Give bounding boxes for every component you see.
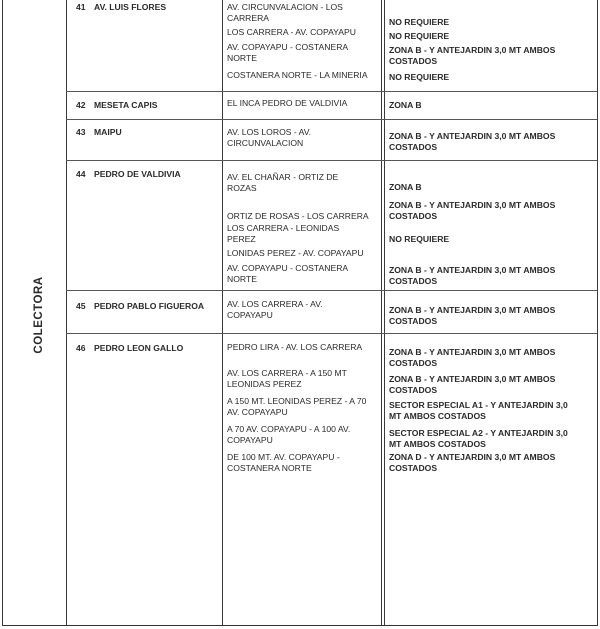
tramo-text: AV. LOS LOROS - AV. <box>227 127 312 137</box>
tramo-text: NORTE <box>227 52 257 63</box>
tramo-text: CARRERA <box>227 12 270 23</box>
row-separator <box>66 160 597 161</box>
requirement-text: ZONA B - Y ANTEJARDIN 3,0 MT AMBOS <box>389 305 556 315</box>
bottom-border <box>2 625 598 626</box>
tramo-text: PEDRO LIRA - AV. LOS CARRERA <box>227 342 363 352</box>
tramo-text: PEREZ <box>227 233 256 244</box>
tramo-text: ORTIZ DE ROSAS - LOS CARRERA <box>227 211 369 221</box>
tramo-text: EL INCA PEDRO DE VALDIVIA <box>227 98 348 108</box>
requirement-text: NO REQUIERE <box>389 17 450 27</box>
status-divider-b <box>384 0 385 626</box>
tramo-text: NORTE <box>227 273 257 284</box>
status-divider-a <box>381 0 382 626</box>
requirement-text: COSTADOS <box>389 210 438 221</box>
requirement-text: ZONA B - Y ANTEJARDIN 3,0 MT AMBOS <box>389 200 556 210</box>
requirement-text: SECTOR ESPECIAL A1 - Y ANTEJARDIN 3,0 <box>389 400 568 410</box>
tramo-text: COPAYAPU <box>227 309 273 320</box>
tramo-text: AV. LOS CARRERA - AV. <box>227 299 323 309</box>
street-name: PEDRO LEON GALLO <box>94 343 184 353</box>
requirement-text: SECTOR ESPECIAL A2 - Y ANTEJARDIN 3,0 <box>389 428 568 438</box>
requirement-text: ZONA B <box>389 100 422 110</box>
row-number: 42 <box>76 100 86 110</box>
tramo-text: A 70 AV. COPAYAPU - A 100 AV. <box>227 424 351 434</box>
requirement-text: NO REQUIERE <box>389 72 450 82</box>
requirement-text: NO REQUIERE <box>389 234 450 244</box>
tramo-text: AV. CIRCUNVALACION - LOS <box>227 2 343 12</box>
tramo-text: AV. COPAYAPU <box>227 406 288 417</box>
street-name: MESETA CAPIS <box>94 100 158 110</box>
requirement-text: ZONA D - Y ANTEJARDIN 3,0 MT AMBOS <box>389 452 556 462</box>
tramo-text: LEONIDAS PEREZ <box>227 378 302 389</box>
tramo-text: AV. COPAYAPU - COSTANERA <box>227 263 349 273</box>
tramo-text: AV. COPAYAPU - COSTANERA <box>227 42 349 52</box>
row-number: 41 <box>76 2 86 12</box>
requirement-text: COSTADOS <box>389 55 438 66</box>
requirement-text: NO REQUIERE <box>389 31 450 41</box>
requirement-text: ZONA B - Y ANTEJARDIN 3,0 MT AMBOS <box>389 374 556 384</box>
requirement-text: ZONA B - Y ANTEJARDIN 3,0 MT AMBOS <box>389 347 556 357</box>
category-label: COLECTORA <box>33 276 45 354</box>
row-number: 45 <box>76 301 86 311</box>
requirement-text: ZONA B - Y ANTEJARDIN 3,0 MT AMBOS <box>389 131 556 141</box>
row-number: 44 <box>76 169 86 179</box>
street-name: MAIPU <box>94 127 122 137</box>
tramo-divider <box>222 0 223 626</box>
requirement-text: ZONA B <box>389 182 422 192</box>
row-number: 46 <box>76 343 86 353</box>
tramo-text: LOS CARRERA - LEONIDAS <box>227 223 340 233</box>
row-separator <box>66 91 597 92</box>
street-name: PEDRO PABLO FIGUEROA <box>94 301 205 311</box>
tramo-text: LONIDAS PEREZ - AV. COPAYAPU <box>227 248 364 258</box>
tramo-text: COPAYAPU <box>227 434 273 445</box>
tramo-text: DE 100 MT. AV. COPAYAPU - <box>227 452 340 462</box>
requirement-text: MT AMBOS COSTADOS <box>389 438 486 449</box>
row-separator <box>66 119 597 120</box>
row-separator <box>66 290 597 291</box>
tramo-text: LOS CARRERA - AV. COPAYAPU <box>227 27 356 37</box>
tramo-text: ROZAS <box>227 182 257 193</box>
requirement-text: ZONA B - Y ANTEJARDIN 3,0 MT AMBOS <box>389 265 556 275</box>
tramo-text: A 150 MT. LEONIDAS PEREZ - A 70 <box>227 396 367 406</box>
requirement-text: COSTADOS <box>389 275 438 286</box>
tramo-text: AV. EL CHAÑAR - ORTIZ DE <box>227 172 339 182</box>
requirement-text: COSTADOS <box>389 315 438 326</box>
requirement-text: MT AMBOS COSTADOS <box>389 410 486 421</box>
tramo-text: COSTANERA NORTE - LA MINERIA <box>227 70 368 80</box>
tramo-text: AV. LOS CARRERA - A 150 MT <box>227 368 347 378</box>
category-column <box>2 0 66 626</box>
street-name: PEDRO DE VALDIVIA <box>94 169 181 179</box>
tramo-text: CIRCUNVALACION <box>227 137 304 148</box>
requirement-text: COSTADOS <box>389 141 438 152</box>
tramo-text: COSTANERA NORTE <box>227 462 312 473</box>
requirement-text: COSTADOS <box>389 384 438 395</box>
right-border <box>597 0 598 626</box>
street-name: AV. LUIS FLORES <box>94 2 167 12</box>
requirement-text: ZONA B - Y ANTEJARDIN 3,0 MT AMBOS <box>389 45 556 55</box>
requirement-text: COSTADOS <box>389 357 438 368</box>
row-number: 43 <box>76 127 86 137</box>
requirement-text: COSTADOS <box>389 462 438 473</box>
category-divider <box>66 0 67 626</box>
row-separator <box>66 333 597 334</box>
